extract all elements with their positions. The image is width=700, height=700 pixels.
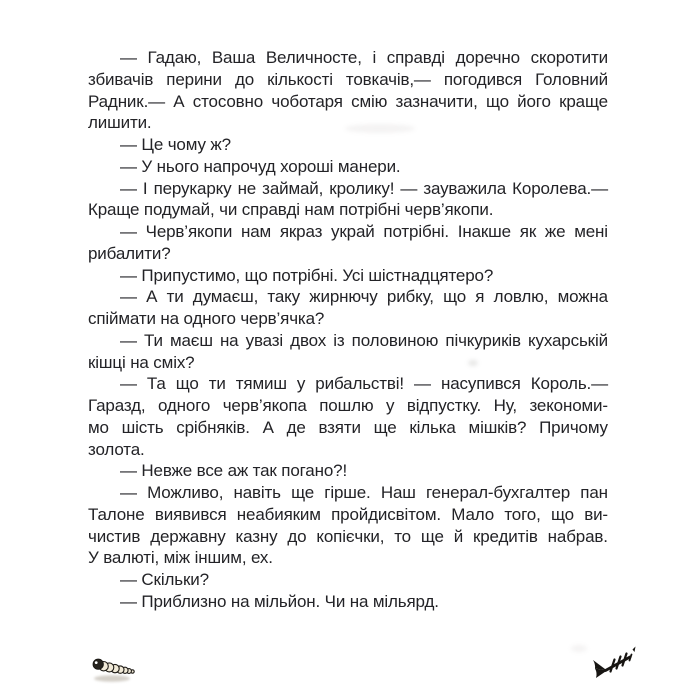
text-line: Краще подумай, чи справді нам потрібні черв’якопи.: [88, 200, 494, 220]
text-line: мо шість срібняків. А де взяти ще кілька мішків? Причому: [88, 417, 608, 437]
text-line: кішці на сміх?: [88, 352, 195, 372]
paragraph: [88, 286, 608, 330]
text-line: — Це чому ж?: [120, 135, 231, 154]
paragraph: [88, 134, 608, 156]
text-line: Талоне виявився неабияким пройдисвітом. Мало того, що ви-: [88, 504, 608, 524]
text-line: Радник.— А стосовно чоботаря смію зазначити, що його краще: [88, 91, 608, 111]
text-line: — Невже все аж так погано?!: [120, 461, 348, 481]
text-line: — Припустимо, що потрібні. Усі шістнадцятеро?: [120, 265, 494, 285]
text-line: — Ти маєш на увазі двох із половиною пічкуриків кухарській: [120, 330, 608, 350]
text-line: спіймати на одного черв’ячка?: [88, 309, 325, 328]
paragraph: [88, 460, 608, 482]
text-line: — І перукарку не займай, кролику! — зауважила Королева.—: [120, 178, 608, 198]
text-line: Гаразд, одного черв’якопа пошлю у відпустку. Ну, зекономи-: [88, 396, 608, 415]
text-line: золота.: [88, 439, 145, 459]
paragraph: [88, 178, 608, 222]
paragraph: [88, 373, 608, 460]
paragraph: [88, 330, 608, 374]
text-line: — Та що ти тямиш у рибальстві! — насупився Король.—: [120, 374, 608, 394]
text-line: У валюті, між іншим, ех.: [88, 548, 273, 568]
text-line: збивачів перини до кількості товкачів,— погодився Головний: [88, 69, 608, 89]
worm-eye: [95, 661, 98, 664]
scan-smudge: [468, 360, 478, 366]
paragraph: [88, 569, 608, 591]
text-line: — У нього напрочуд хороші манери.: [120, 156, 401, 176]
text-line: — Черв’якопи нам якраз украй потрібні. Інакше як же мені: [120, 222, 608, 241]
text-line: чистив державну казну до копієчки, то ще й кредитів набрав.: [88, 526, 608, 546]
scan-smudge: [345, 124, 415, 133]
text-line: лишити.: [88, 113, 152, 133]
fishbone-illustration: [591, 645, 643, 685]
text-line: — Можливо, навіть ще гірше. Наш генерал-бухгалтер пан: [120, 483, 608, 502]
text-line: — А ти думаєш, таку жирнючу рибку, що я ловлю, можна: [120, 287, 608, 307]
text-line: — Скільки?: [120, 570, 209, 589]
paragraph: [88, 591, 608, 613]
paragraph: [88, 156, 608, 178]
text-line: рибалити?: [88, 243, 171, 263]
text-line: — Гадаю, Ваша Величносте, і справді доречно скоротити: [120, 48, 608, 67]
paragraph: [88, 47, 608, 134]
text-block: [88, 47, 608, 613]
paragraph: [88, 482, 608, 569]
paragraph: [88, 221, 608, 265]
worm-illustration: [89, 652, 143, 684]
text-line: — Приблизно на мільйон. Чи на мільярд.: [120, 591, 439, 611]
paragraph: [88, 265, 608, 287]
scan-smudge: [571, 645, 587, 652]
